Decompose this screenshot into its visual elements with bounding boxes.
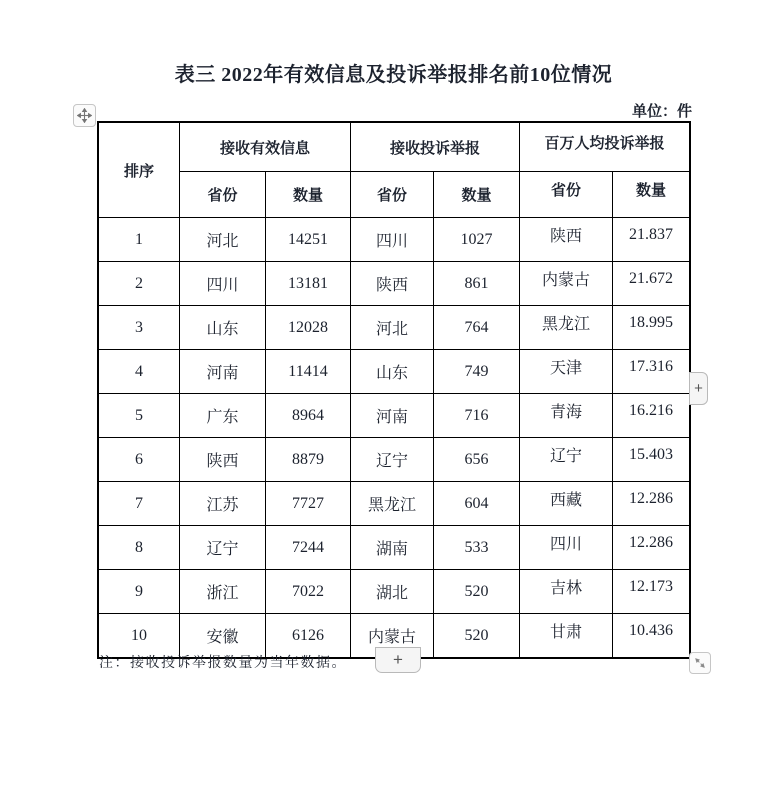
table-header-group-row bbox=[99, 123, 690, 172]
table-row bbox=[99, 306, 690, 350]
complaint-province-cell[interactable]: 辽宁 bbox=[351, 438, 434, 482]
per-million-value-cell[interactable]: 21.837 bbox=[613, 218, 690, 262]
valid-info-count-cell[interactable]: 12028 bbox=[266, 306, 351, 350]
header-valid-info-count[interactable]: 数量 bbox=[266, 172, 351, 218]
complaint-province-cell[interactable]: 内蒙古 bbox=[351, 614, 434, 658]
complaint-count-cell[interactable]: 604 bbox=[434, 482, 520, 526]
rank-cell[interactable]: 1 bbox=[99, 218, 180, 262]
complaint-province-cell[interactable]: 四川 bbox=[351, 218, 434, 262]
per-million-province-cell[interactable]: 四川 bbox=[520, 526, 613, 570]
table-body bbox=[99, 218, 690, 658]
valid-info-count-cell[interactable]: 7244 bbox=[266, 526, 351, 570]
valid-info-count-cell[interactable]: 7727 bbox=[266, 482, 351, 526]
valid-info-province-cell[interactable]: 江苏 bbox=[180, 482, 266, 526]
unit-label: 单位：件 bbox=[631, 104, 692, 120]
header-valid-info-province[interactable]: 省份 bbox=[180, 172, 266, 218]
per-million-value-cell[interactable]: 21.672 bbox=[613, 262, 690, 306]
complaint-province-cell[interactable]: 山东 bbox=[351, 350, 434, 394]
header-complaint-count[interactable]: 数量 bbox=[434, 172, 520, 218]
per-million-value-cell[interactable]: 10.436 bbox=[613, 614, 690, 658]
per-million-province-cell[interactable]: 黑龙江 bbox=[520, 306, 613, 350]
complaint-province-cell[interactable]: 河南 bbox=[351, 394, 434, 438]
complaint-count-cell[interactable]: 764 bbox=[434, 306, 520, 350]
complaint-count-cell[interactable]: 533 bbox=[434, 526, 520, 570]
valid-info-province-cell[interactable]: 浙江 bbox=[180, 570, 266, 614]
rank-cell[interactable]: 3 bbox=[99, 306, 180, 350]
complaint-province-cell[interactable]: 黑龙江 bbox=[351, 482, 434, 526]
header-group-complaints[interactable]: 接收投诉举报 bbox=[351, 123, 520, 172]
per-million-province-cell[interactable]: 甘肃 bbox=[520, 614, 613, 658]
valid-info-province-cell[interactable]: 四川 bbox=[180, 262, 266, 306]
valid-info-count-cell[interactable]: 7022 bbox=[266, 570, 351, 614]
per-million-province-cell[interactable]: 西藏 bbox=[520, 482, 613, 526]
rank-cell[interactable]: 9 bbox=[99, 570, 180, 614]
table-resize-handle[interactable] bbox=[689, 652, 711, 674]
add-column-button[interactable]: + bbox=[689, 372, 708, 405]
page-title: 表三 2022年有效信息及投诉举报排名前10位情况 bbox=[174, 64, 613, 86]
header-per-million-value[interactable]: 数量 bbox=[613, 172, 690, 218]
resize-icon bbox=[693, 656, 707, 670]
valid-info-count-cell[interactable]: 14251 bbox=[266, 218, 351, 262]
complaint-count-cell[interactable]: 716 bbox=[434, 394, 520, 438]
per-million-value-cell[interactable]: 12.286 bbox=[613, 482, 690, 526]
complaint-province-cell[interactable]: 陕西 bbox=[351, 262, 434, 306]
header-complaint-province[interactable]: 省份 bbox=[351, 172, 434, 218]
ranking-table bbox=[98, 122, 690, 658]
complaint-province-cell[interactable]: 湖北 bbox=[351, 570, 434, 614]
per-million-province-cell[interactable]: 辽宁 bbox=[520, 438, 613, 482]
valid-info-province-cell[interactable]: 安徽 bbox=[180, 614, 266, 658]
rank-cell[interactable]: 4 bbox=[99, 350, 180, 394]
valid-info-count-cell[interactable]: 13181 bbox=[266, 262, 351, 306]
per-million-province-cell[interactable]: 吉林 bbox=[520, 570, 613, 614]
per-million-province-cell[interactable]: 青海 bbox=[520, 394, 613, 438]
valid-info-count-cell[interactable]: 11414 bbox=[266, 350, 351, 394]
table-row bbox=[99, 394, 690, 438]
rank-cell[interactable]: 6 bbox=[99, 438, 180, 482]
table-row bbox=[99, 262, 690, 306]
complaint-count-cell[interactable]: 520 bbox=[434, 614, 520, 658]
per-million-province-cell[interactable]: 陕西 bbox=[520, 218, 613, 262]
table-row bbox=[99, 438, 690, 482]
per-million-value-cell[interactable]: 17.316 bbox=[613, 350, 690, 394]
per-million-value-cell[interactable]: 12.173 bbox=[613, 570, 690, 614]
complaint-province-cell[interactable]: 河北 bbox=[351, 306, 434, 350]
table-header-sub-row bbox=[99, 172, 690, 218]
per-million-province-cell[interactable]: 内蒙古 bbox=[520, 262, 613, 306]
valid-info-count-cell[interactable]: 8879 bbox=[266, 438, 351, 482]
valid-info-province-cell[interactable]: 广东 bbox=[180, 394, 266, 438]
per-million-value-cell[interactable]: 12.286 bbox=[613, 526, 690, 570]
complaint-count-cell[interactable]: 656 bbox=[434, 438, 520, 482]
valid-info-count-cell[interactable]: 8964 bbox=[266, 394, 351, 438]
valid-info-province-cell[interactable]: 河北 bbox=[180, 218, 266, 262]
rank-cell[interactable]: 5 bbox=[99, 394, 180, 438]
table-row bbox=[99, 482, 690, 526]
header-group-valid-info[interactable]: 接收有效信息 bbox=[180, 123, 351, 172]
complaint-count-cell[interactable]: 1027 bbox=[434, 218, 520, 262]
complaint-count-cell[interactable]: 861 bbox=[434, 262, 520, 306]
rank-cell[interactable]: 7 bbox=[99, 482, 180, 526]
valid-info-province-cell[interactable]: 河南 bbox=[180, 350, 266, 394]
table-row bbox=[99, 570, 690, 614]
table-row bbox=[99, 350, 690, 394]
valid-info-province-cell[interactable]: 山东 bbox=[180, 306, 266, 350]
per-million-value-cell[interactable]: 15.403 bbox=[613, 438, 690, 482]
complaint-count-cell[interactable]: 749 bbox=[434, 350, 520, 394]
add-row-button[interactable]: + bbox=[375, 647, 421, 673]
rank-cell[interactable]: 8 bbox=[99, 526, 180, 570]
header-per-million-province[interactable]: 省份 bbox=[520, 172, 613, 218]
table-note: 注：接收投诉举报数量为当年数据。 bbox=[99, 656, 347, 671]
complaint-province-cell[interactable]: 湖南 bbox=[351, 526, 434, 570]
valid-info-count-cell[interactable]: 6126 bbox=[266, 614, 351, 658]
valid-info-province-cell[interactable]: 陕西 bbox=[180, 438, 266, 482]
table-move-handle[interactable] bbox=[73, 104, 96, 127]
complaint-count-cell[interactable]: 520 bbox=[434, 570, 520, 614]
header-group-per-million[interactable]: 百万人均投诉举报 bbox=[520, 123, 690, 172]
header-rank[interactable]: 排序 bbox=[99, 123, 180, 218]
per-million-province-cell[interactable]: 天津 bbox=[520, 350, 613, 394]
valid-info-province-cell[interactable]: 辽宁 bbox=[180, 526, 266, 570]
move-icon bbox=[77, 108, 92, 123]
per-million-value-cell[interactable]: 18.995 bbox=[613, 306, 690, 350]
rank-cell[interactable]: 10 bbox=[99, 614, 180, 658]
per-million-value-cell[interactable]: 16.216 bbox=[613, 394, 690, 438]
rank-cell[interactable]: 2 bbox=[99, 262, 180, 306]
table-row bbox=[99, 526, 690, 570]
table-row bbox=[99, 218, 690, 262]
